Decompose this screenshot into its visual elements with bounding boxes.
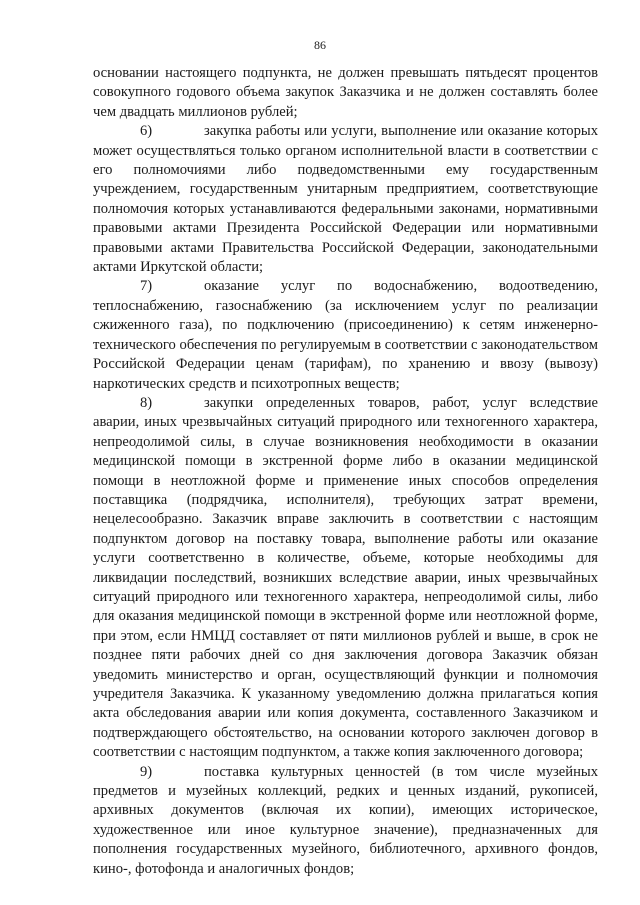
item-number: 6)	[140, 123, 153, 140]
list-item-7	[93, 277, 598, 393]
item-text: оказание услуг по водоснабжению, водоотведению, теплоснабжению, газоснабжению (за исключением услуг по реализации сжиженного газа), по подключению (присоединению) к сетям инженерно-технического обеспечения по регулируемым в соответствии с законодательством Российской Федерации ценам (тарифам), по хранению и ввозу (вывозу) наркотических средств и психотропных веществ;	[93, 278, 598, 392]
list-item-8	[93, 394, 598, 763]
page-number: 86	[314, 38, 326, 52]
item-number: 7)	[140, 278, 153, 295]
item-text: поставка культурных ценностей (в том числе музейных предметов и музейных коллекций, редких и ценных изданий, рукописей, архивных документов (включая их копии), имеющих историческое, художественное или иное культурное значение), предназначенных для пополнения государственных музейного, библиотечного, архивного фондов, кино-, фотофонда и аналогичных фондов;	[93, 763, 598, 877]
list-item-9	[93, 763, 598, 879]
item-number: 8)	[140, 394, 153, 411]
item-text: закупки определенных товаров, работ, услуг вследствие аварии, иных чрезвычайных ситуаций природного или техногенного характера, непреодолимой силы, в случае возникновения необходимости в оказании медицинской помощи в экстренной форме либо в оказании медицинской помощи в неотложной форме и применение иных способов определения поставщика (подрядчика, исполнителя), требующих затрат времени, нецелесообразно. Заказчик вправе заключить в соответствии с настоящим подпунктом договор на поставку товара, выполнение работы или оказание услуги соответственно в количестве, объеме, которые необходимы для ликвидации последствий, возникших вследствие аварии, иных чрезвычайных ситуаций природного или техногенного характера, непреодолимой силы, либо для оказания медицинской помощи в экстренной форме или неотложной форме, при этом, если НМЦД составляет от пяти миллионов рублей и выше, в срок не позднее пяти рабочих дней со дня заключения договора Заказчик обязан уведомить министерство и орган, осуществляющий функции и полномочия учредителя Заказчика. К указанному уведомлению должна прилагаться копия акта обследования аварии или копия документа, составленного Заказчиком и подтверждающего обстоятельство, на основании которого заключен договор в соответствии с настоящим подпунктом, а также копия заключенного договора;	[93, 394, 598, 761]
item-text: закупка работы или услуги, выполнение или оказание которых может осуществляться только органом исполнительной власти в соответствии с его полномочиями либо подведомственными ему государственным учреждением, государственным унитарным предприятием, соответствующие полномочия которых устанавливаются федеральными законами, нормативными правовыми актами Президента Российской Федерации или нормативными правовыми актами Правительства Российской Федерации, законодательными актами Иркутской области;	[93, 123, 598, 276]
paragraph-continuation: основании настоящего подпункта, не должен превышать пятьдесят процентов совокупного годового объема закупок Заказчика и не должен составлять более чем двадцать миллионов рублей;	[93, 65, 598, 120]
item-number: 9)	[140, 763, 153, 780]
list-item-6	[93, 122, 598, 277]
document-body	[93, 64, 598, 879]
